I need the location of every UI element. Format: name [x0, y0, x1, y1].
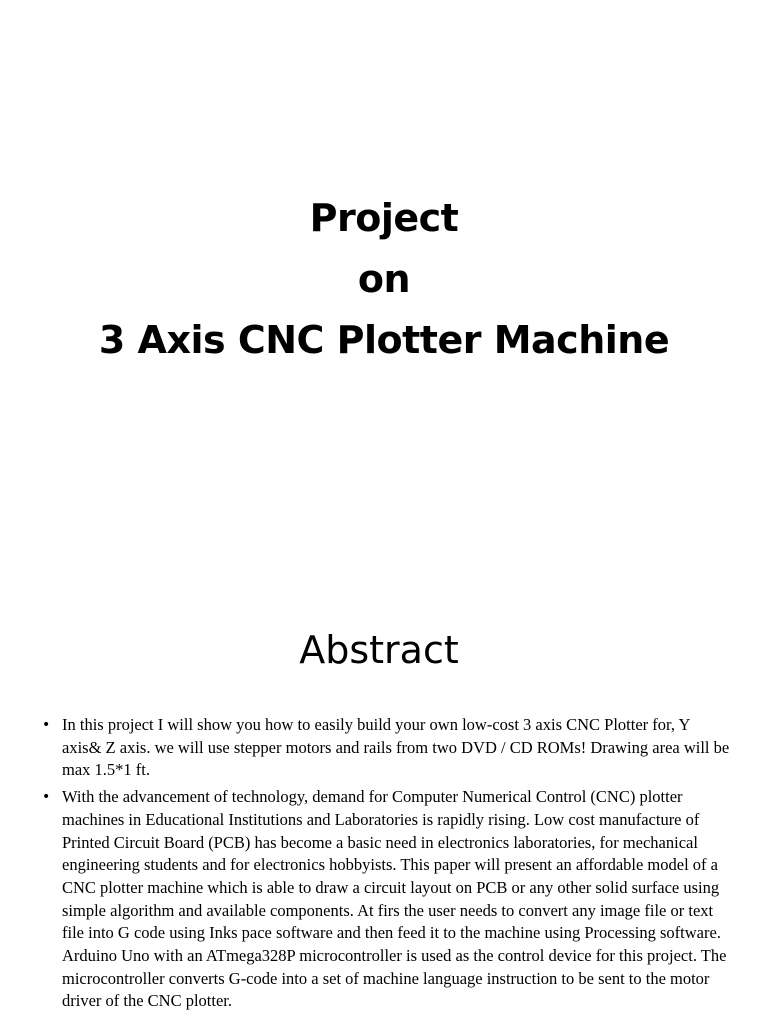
abstract-bullet-list [42, 714, 732, 1017]
slide-title [0, 188, 768, 371]
bullet-icon: • [42, 789, 51, 806]
bullet-icon: • [42, 717, 51, 733]
abstract-heading: Abstract [299, 628, 459, 672]
abstract-paragraph-details: With the advancement of technology, demand for Computer Numerical Control (CNC) plotter machines in Educational Institutions and Laboratories is rapidly rising. Low cost manufacture of Printed Circuit Board (PCB) has become a basic need in electronics laboratories, for mechanical engineering students and for electronics hobbyists. This paper will present an affordable model of a CNC plotter machine which is able to draw a circuit layout on PCB or any other solid surface using simple algorithm and available components. At firs the user needs to convert any image file or text file into G code using Inks pace software and then feed it to the machine using Processing software. Arduino Uno with an ATmega328P microcontroller is used as the control device for this project. The microcontroller converts G-code into a set of machine language instruction to be sent to the motor driver of the CNC plotter. [62, 787, 727, 1011]
title-line-machine-name: 3 Axis CNC Plotter Machine [98, 318, 670, 362]
abstract-bullet-item [42, 714, 732, 782]
abstract-paragraph-intro: In this project I will show you how to easily build your own low-cost 3 axis CNC Plotter for, Y axis& Z axis. we will use stepper motors and rails from two DVD / CD ROMs! Drawing area will be max 1.5*1 ft. [62, 715, 730, 780]
title-line-on: on [357, 257, 411, 301]
abstract-bullet-item [42, 786, 732, 1013]
title-line-project: Project [309, 196, 459, 240]
